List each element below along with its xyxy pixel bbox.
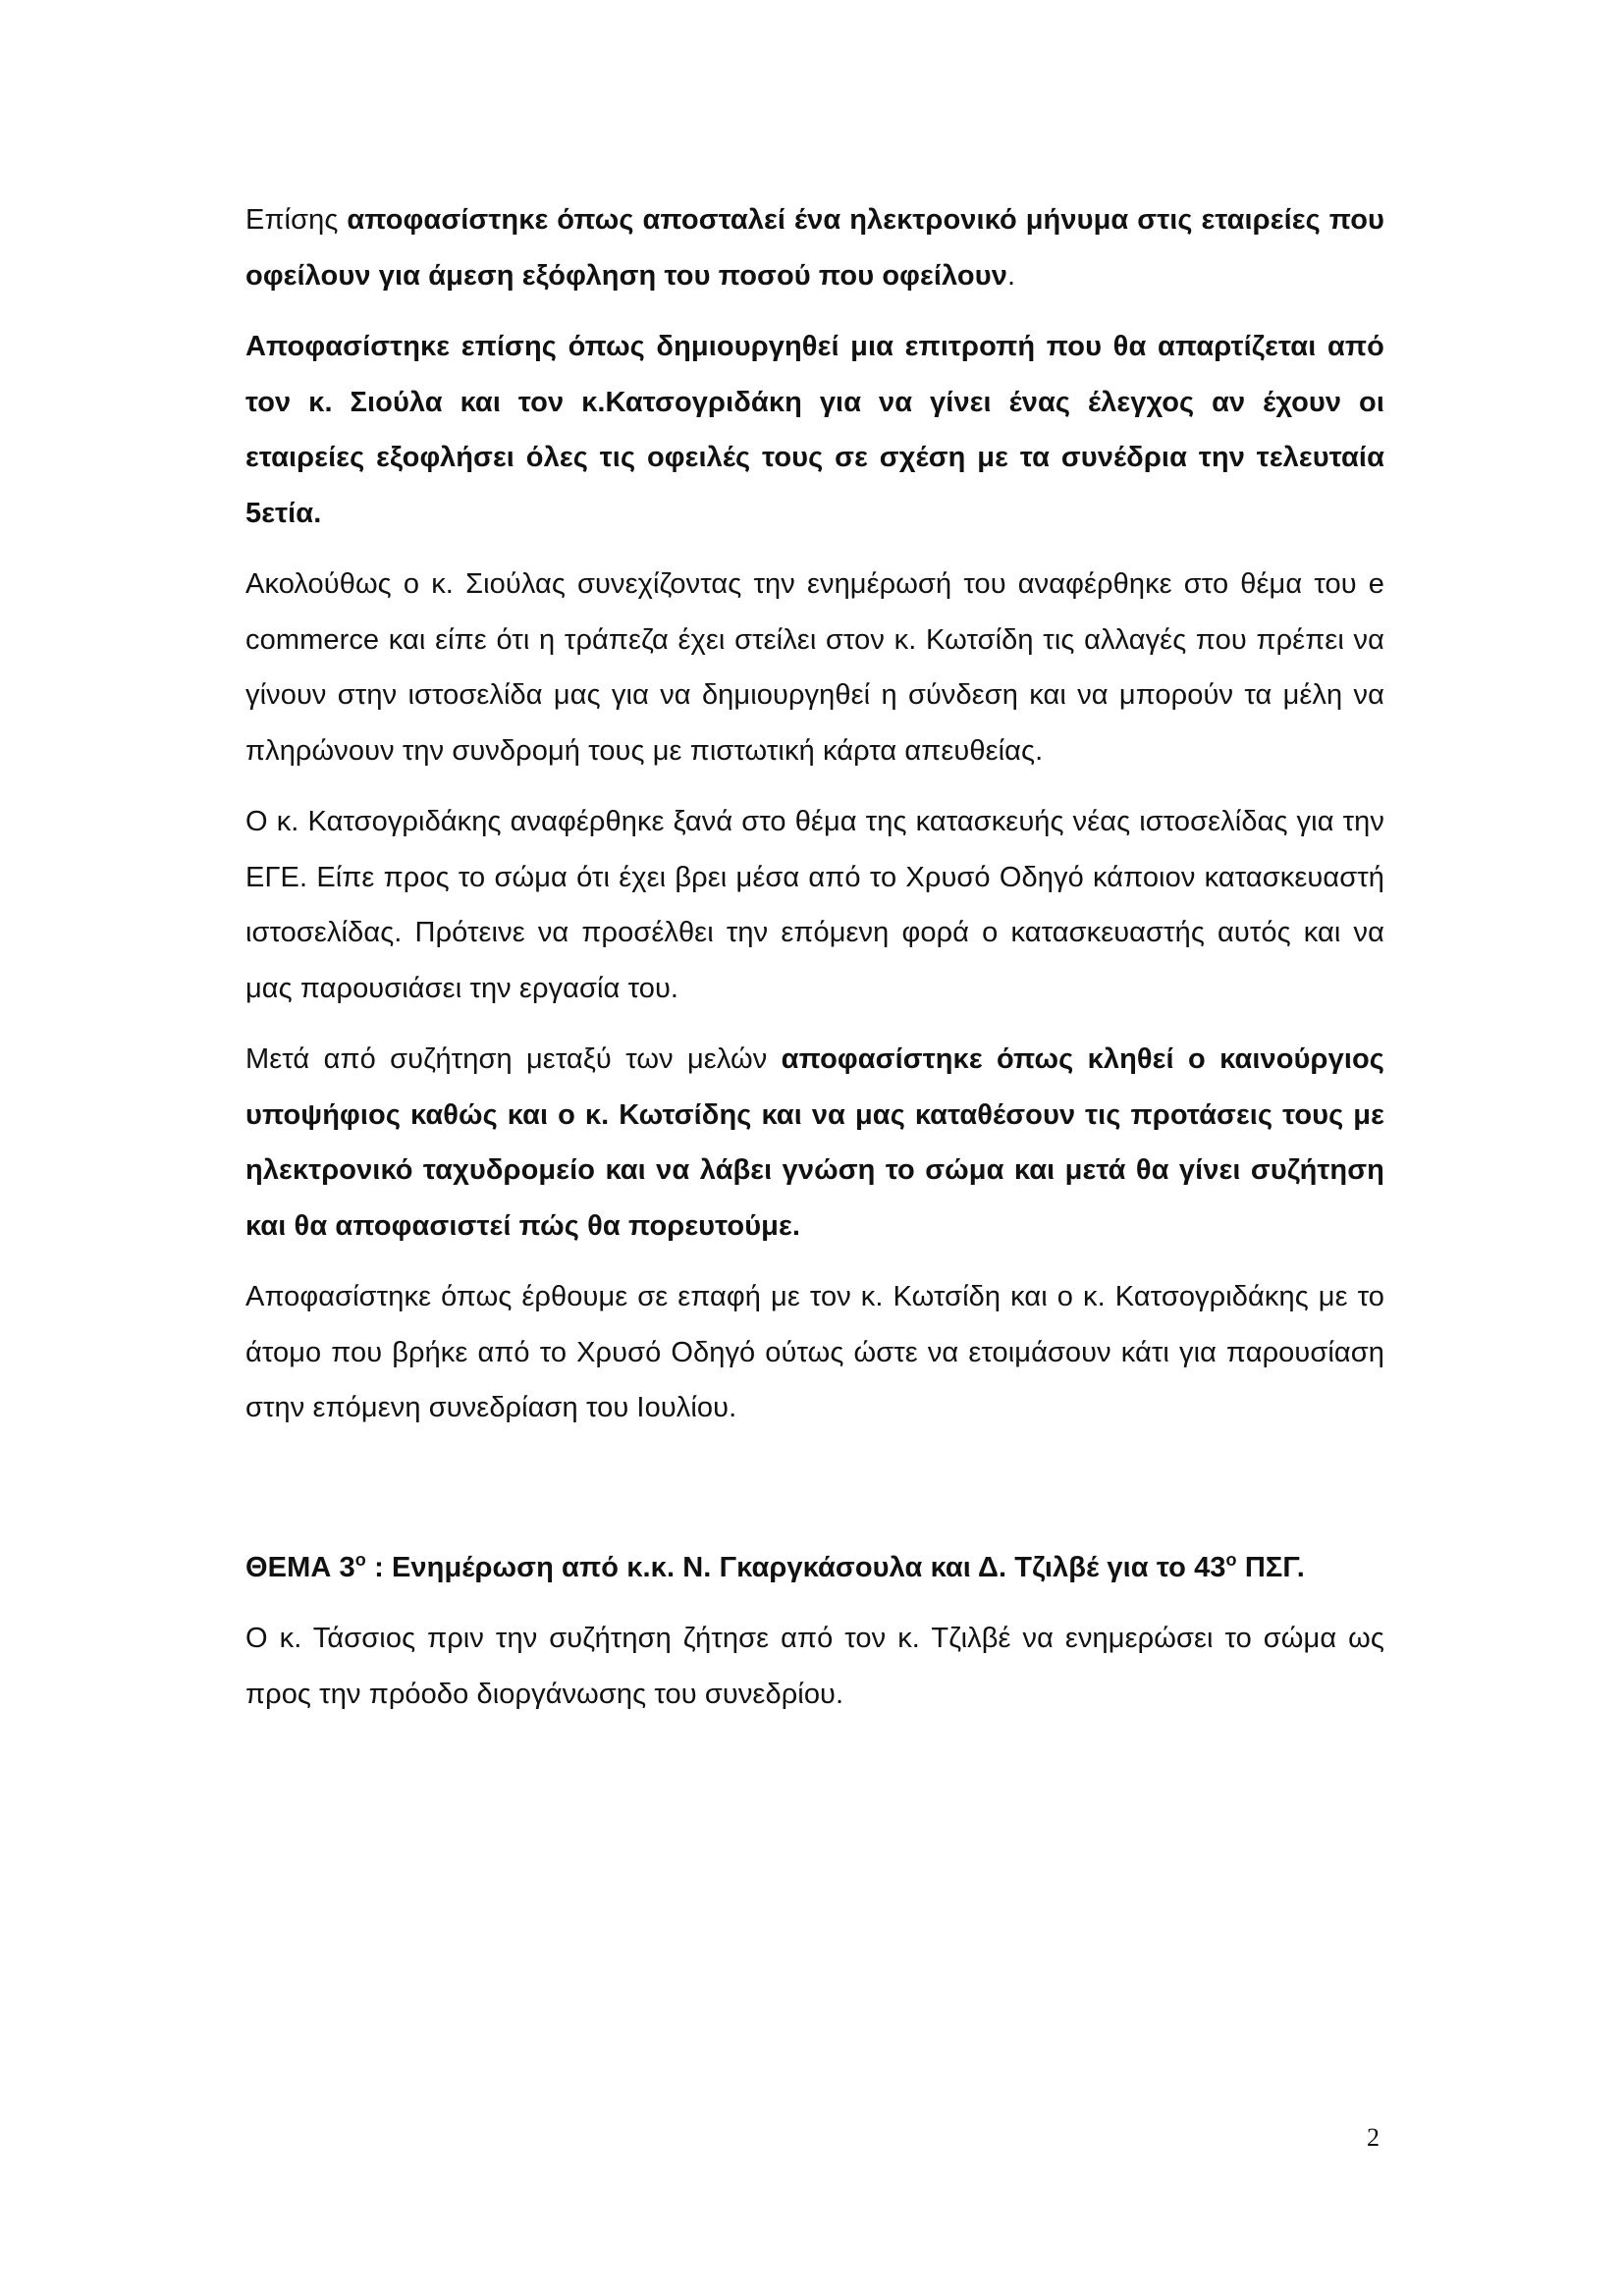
bold-text: Αποφασίστηκε επίσης όπως δημιουργηθεί μια επιτροπή που θα απαρτίζεται από τον κ. Σιούλα και τον κ.Κατσογριδάκη για να γίνει ένας έλεγχος αν έχουν οι εταιρείες εξοφλήσει όλες τις οφειλές τους σε σχέση με τα συνέδρια την τελευταία 5ετία.	[245, 331, 1384, 529]
text: Αποφασίστηκε όπως έρθουμε σε επαφή με τον κ. Κωτσίδη και ο κ. Κατσογριδάκης με το άτομο που βρήκε από το Χρυσό Οδηγό ούτως ώστε να ετοιμάσουν κάτι για παρουσίαση στην επόμενη συνεδρίαση του Ιουλίου.	[245, 1281, 1384, 1423]
heading-text: ΘΕΜΑ 3	[245, 1551, 355, 1583]
text: Ακολούθως ο κ. Σιούλας συνεχίζοντας την ενημέρωσή του αναφέρθηκε στο θέμα του e commerce και είπε ότι η τράπεζα έχει στείλει στον κ. Κωτσίδη τις αλλαγές που πρέπει να γίνουν στην ιστοσελίδα μας για να δημιουργηθεί η σύνδεση και να μπορούν τα μέλη να πληρώνουν την συνδρομή τους με πιστωτική κάρτα απευθείας.	[245, 568, 1384, 767]
text: Ο κ. Κατσογριδάκης αναφέρθηκε ξανά στο θέμα της κατασκευής νέας ιστοσελίδας για την ΕΓΕ. Είπε προς το σώμα ότι έχει βρει μέσα από το Χρυσό Οδηγό κάποιον κατασκευαστή ιστοσελίδας. Πρότεινε να προσέλθει την επόμενη φορά ο κατασκευαστής αυτός και να μας παρουσιάσει την εργασία του.	[245, 806, 1384, 1004]
paragraph	[245, 1269, 1384, 1436]
text: .	[1006, 259, 1016, 292]
paragraph	[245, 319, 1384, 541]
section-heading	[245, 1540, 1384, 1596]
document-page	[245, 192, 1384, 1737]
text: Επίσης	[245, 204, 348, 236]
paragraph: Ο κ. Τάσσιος πριν την συζήτηση ζήτησε από τον κ. Τζιλβέ να ενημερώσει το σώμα ως προς την πρόοδο διοργάνωσης του συνεδρίου.	[245, 1623, 1384, 1710]
ordinal-superscript: ο	[1225, 1549, 1237, 1570]
bold-text: αποφασίστηκε όπως αποσταλεί ένα ηλεκτρονικό μήνυμα στις εταιρείες που οφείλουν για άμεση εξόφληση του ποσού που οφείλουν	[245, 204, 1384, 292]
bold-text: αποφασίστηκε όπως κληθεί ο καινούργιος υποψήφιος καθώς και ο κ. Κωτσίδης και να μας καταθέσουν τις προτάσεις τους με ηλεκτρονικό ταχυδρομείο και να λάβει γνώση το σώμα και μετά θα γίνει συζήτηση και θα αποφασιστεί πώς θα πορευτούμε.	[245, 1043, 1384, 1242]
paragraph	[245, 192, 1384, 303]
paragraph	[245, 794, 1384, 1016]
page-number: 2	[1367, 2123, 1380, 2152]
paragraph	[245, 557, 1384, 778]
heading-text: ΠΣΓ.	[1236, 1551, 1305, 1583]
heading-text: : Ενημέρωση από κ.κ. Ν. Γκαργκάσουλα και Δ. Τζιλβέ για το 43	[365, 1551, 1226, 1583]
ordinal-superscript: ο	[354, 1549, 366, 1570]
paragraph	[245, 1032, 1384, 1254]
text: Μετά από συζήτηση μεταξύ των μελών	[245, 1043, 782, 1075]
body-paragraphs	[245, 192, 1384, 1436]
